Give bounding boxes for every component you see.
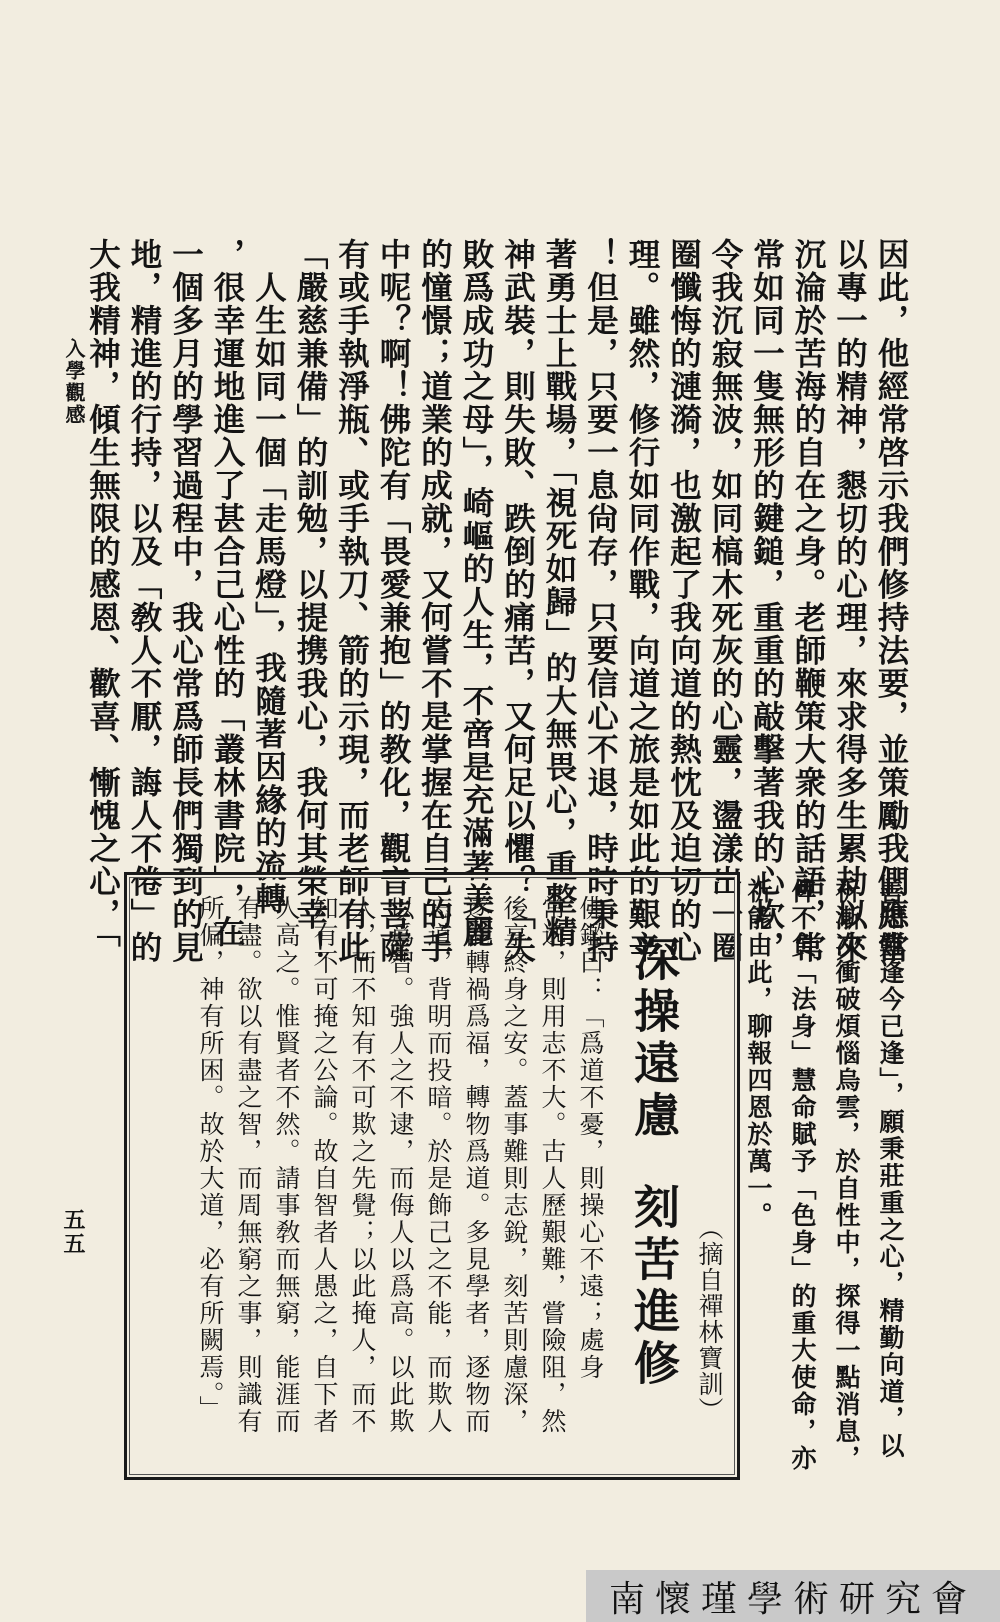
text-column: 著勇士上戰場，「視死如歸」的大無畏心，重整精 — [541, 238, 578, 949]
excerpt-column: 有盡。欲以有盡之智，而周無窮之事，則識有 — [234, 895, 263, 1435]
excerpt-title-part2: 刻苦進修 — [627, 1183, 681, 1391]
excerpt-column: 後享終身之安。蓋事難則志銳，刻苦則慮深， — [500, 895, 529, 1435]
text-column: ！但是，只要一息尙存，只要信心不退，時時秉持 — [582, 238, 620, 964]
excerpt-column: 遂能轉禍爲福，轉物爲道。多見學者，逐物而 — [462, 895, 491, 1435]
excerpt-column: 佛鑑曰：「爲道不憂，則操心不遠；處身 — [576, 895, 605, 1381]
text-column: 地，精進的行持，以及「敎人不厭，誨人不倦」的 — [126, 238, 163, 964]
tail-text-block — [736, 878, 912, 1478]
page-number: 五五 — [60, 1208, 86, 1256]
text-column: 祈漸次衝破煩惱烏雲，於自性中，探得一點消息， — [832, 878, 861, 1472]
text-column: 理。雖然，修行如同作戰，向道之旅是如此的艱辛 — [624, 238, 661, 964]
excerpt-column: 常逸，則用志不大。古人歷艱難，嘗險阻，然 — [538, 895, 567, 1435]
text-column: 以專一的精神，懇切的心理，來求得多生累劫以來 — [831, 238, 869, 964]
watermark-footer — [586, 1570, 1000, 1622]
watermark-label: 南懷瑾學術研究會 — [608, 1578, 977, 1620]
excerpt-column: 忘道，背明而投暗。於是飾己之不能，而欺人 — [424, 895, 453, 1435]
main-text-block — [82, 238, 912, 964]
excerpt-column: 以爲智。強人之不逮，而侮人以爲高。以此欺 — [386, 895, 415, 1435]
excerpt-column: 所偏，神有所困。故於大道，必有所闕焉。」 — [196, 895, 225, 1423]
text-column: 的憧憬；道業的成就，又何嘗不是掌握在自己的手 — [416, 238, 454, 964]
text-column: 一個多月的學習過程中，我心常爲師長們獨到的見 — [167, 238, 205, 964]
excerpt-column: 人高之。惟賢者不然。請事敎而無窮，能涯而 — [272, 895, 301, 1435]
text-column: 大我精神，傾生無限的感恩、歡喜、慚愧之心，「 — [84, 238, 122, 949]
text-column: 沉淪於苦海的自在之身。老師鞭策大衆的話語，常 — [790, 238, 827, 964]
text-column: 神武裝，則失敗、跌倒的痛苦，又何足以懼？「失 — [499, 238, 537, 964]
running-head: 入學觀感 — [62, 338, 86, 426]
text-column: 祈能由此，聊報四恩於萬一。 — [744, 878, 773, 1229]
text-column: 圈懺悔的漣漪，也激起了我向道的熱忱及迫切的心 — [665, 238, 703, 964]
excerpt-box — [124, 872, 740, 1480]
excerpt-column: 人，而不知有不可欺之先覺；以此掩人，而不 — [348, 895, 377, 1435]
excerpt-column: 知有不可掩之公論。故自智者人愚之，自下者 — [310, 895, 339, 1435]
text-column: 令我沉寂無波，如同槁木死灰的心靈，盪漾出一圈 — [707, 238, 744, 964]
text-column: 中呢？啊！佛陀有「畏愛兼抱」的教化，觀音菩薩 — [375, 238, 412, 964]
text-column: 善知難逢今已逢」，願秉莊重之心，精勤向道，以 — [876, 878, 905, 1460]
text-column: 俾不負「法身」慧命賦予「色身」的重大使命，亦 — [788, 878, 817, 1472]
text-column: 有或手執淨瓶、或手執刀、箭的示現，而老師有此 — [333, 238, 371, 964]
text-column: 人生如同一個「走馬燈」，我隨著因緣的流轉 — [250, 238, 288, 916]
text-column: 常如同一隻無形的鍵鎚，重重的敲擊著我的心坎， — [748, 238, 786, 964]
excerpt-title — [627, 935, 681, 1391]
text-column: ，很幸運地進入了甚合己心性的「叢林書院」，在 — [209, 238, 246, 949]
text-column: 敗爲成功之母」，崎嶇的人生，不啻是充滿著美麗 — [458, 238, 495, 949]
text-column: 因此，他經常啓示我們修持法要，並策勵我們應當 — [873, 238, 910, 964]
excerpt-source: （摘自禪林寶訓） — [695, 1215, 724, 1423]
excerpt-title-part1: 深操遠慮 — [627, 935, 681, 1143]
text-column: 「嚴慈兼備」的訓勉，以提携我心，我何其榮幸！ — [292, 238, 329, 964]
excerpt-body — [191, 895, 609, 1455]
